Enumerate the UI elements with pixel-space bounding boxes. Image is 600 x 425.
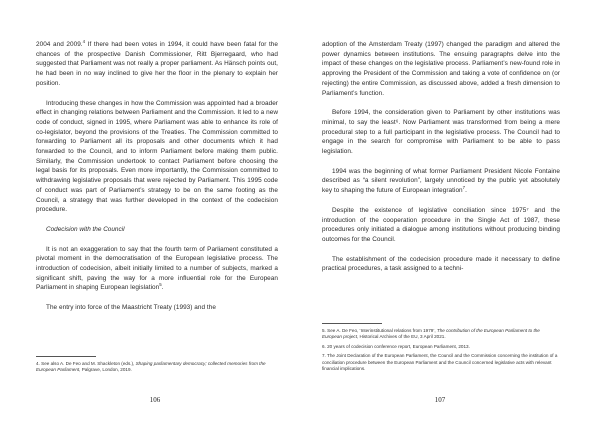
page-number-left: 106 bbox=[149, 396, 161, 404]
page-number-right: 107 bbox=[434, 396, 446, 404]
left-paragraph-3: It is not an exaggeration to say that the fourth term of Parliament constituted a pivotal moment in the democratisation of the European legislative process. The introduction of codecision, albeit initially limited to a number of subjects, marked a significant shift, paving the way for a more influential role for the European Parliament in shaping European legislation$^5$. bbox=[36, 245, 278, 292]
left-paragraph-2: Introducing these changes in how the Commission was appointed had a broader effect in changing relations between Parliament and the Commission. It led to a new code of conduct, signed in 1995, where Parliament was able to enhance its role of co-legislator, beyond the provisions of the Treaties. The Commission committed to forwarding to Parliament all its proposals and other documents which it had forwarded to the Council, and to inform Parliament before making them public. Similarly, the Commission undertook to contact Parliament before choosing the legal basis for its proposals. Even more importantly, the Commission committed to withdrawing legislative proposals that were rejected by Parliament. This 1995 code of conduct was part of Parliament’s strategy to be on the same footing as the Council, a strategy that was further developed in the context of the codecision procedure. bbox=[36, 99, 278, 214]
section-heading: Codecision with the Council bbox=[46, 225, 125, 233]
right-footnotes bbox=[322, 323, 560, 375]
right-page bbox=[300, 0, 600, 425]
right-paragraph-4: Despite the existence of legislative conciliation since 1975⁷ and the introduction of the cooperation procedure in the Single Act of 1987, these procedures only initiated a dialogue among institutions without producing binding outcomes for the Council. bbox=[322, 206, 560, 243]
left-footnotes bbox=[36, 356, 278, 377]
right-paragraph-3: 1994 was the beginning of what former Parliament President Nicole Fontaine described as “a silent revolution”, largely unnoticed by the public yet absolutely key to shaping the future of European integration$^7$. bbox=[322, 167, 560, 195]
footnote-ref-5[interactable]: 5 bbox=[159, 282, 162, 288]
footnote-5: 5. See A. De Feo, ‘Interinstitutional relations from 1979’, The contribution of the European Parliament to the European project, Historical Archives of the EU, 3 April 2021. bbox=[322, 328, 540, 340]
right-paragraph-5: The establishment of the codecision procedure made it necessary to define practical procedures, a task assigned to a techni- bbox=[322, 255, 560, 273]
footnote-7: 7. The Joint Declaration of the European Parliament, the Council and the Commission concerning the institution of a conciliation procedure between the European Parliament and the Council concerned legislative acts with relevant financial implications. bbox=[322, 353, 558, 372]
right-paragraph-2: Before 1994, the consideration given to Parliament by other institutions was minimal, to say the least⁶. Now Parliament was transformed from being a mere procedural step to a full participant in the legislative process. The Council had to engage in the search for compromise with Parliament to be able to pass legislation. bbox=[322, 109, 560, 156]
footnote-divider bbox=[322, 323, 382, 324]
left-paragraph-1: 2004 and 2009.$^4$ If there had been votes in 1994, it could have been fatal for the chances of the prospective Danish Commissioner, Ritt Bjerregaard, who had suggested that Parliament was not really a proper parliament. As Hänsch points out, he had been in no way inclined to give her the floor in the plenary to explain her position. bbox=[36, 38, 278, 87]
footnote-divider bbox=[36, 356, 96, 357]
right-paragraph-1: adoption of the Amsterdam Treaty (1997) changed the paradigm and altered the power dynamics between institutions. The ensuing paragraphs delve into the impact of these changes on the legislative process. Parliament’s new-found role in approving the President of the Commission and taking a vote of confidence on (or rejecting) the entire Commission, as discussed above, added a fresh dimension to Parliament’s function. bbox=[322, 41, 560, 97]
footnote-ref-7[interactable]: 7 bbox=[462, 185, 466, 191]
footnote-6: 6. 20 years of codecision conference report, European Parliament, 2013. bbox=[322, 343, 470, 349]
left-paragraph-4: The entry into force of the Maastricht Treaty (1993) and the bbox=[46, 304, 216, 312]
footnote-4: 4. See also A. De Feo and M. Shackleton (eds.), Shaping parliamentary democracy; collected memories from the European Parliament, Palgrave, London, 2019. bbox=[36, 361, 266, 373]
footnote-ref-4[interactable]: 4 bbox=[82, 38, 86, 44]
